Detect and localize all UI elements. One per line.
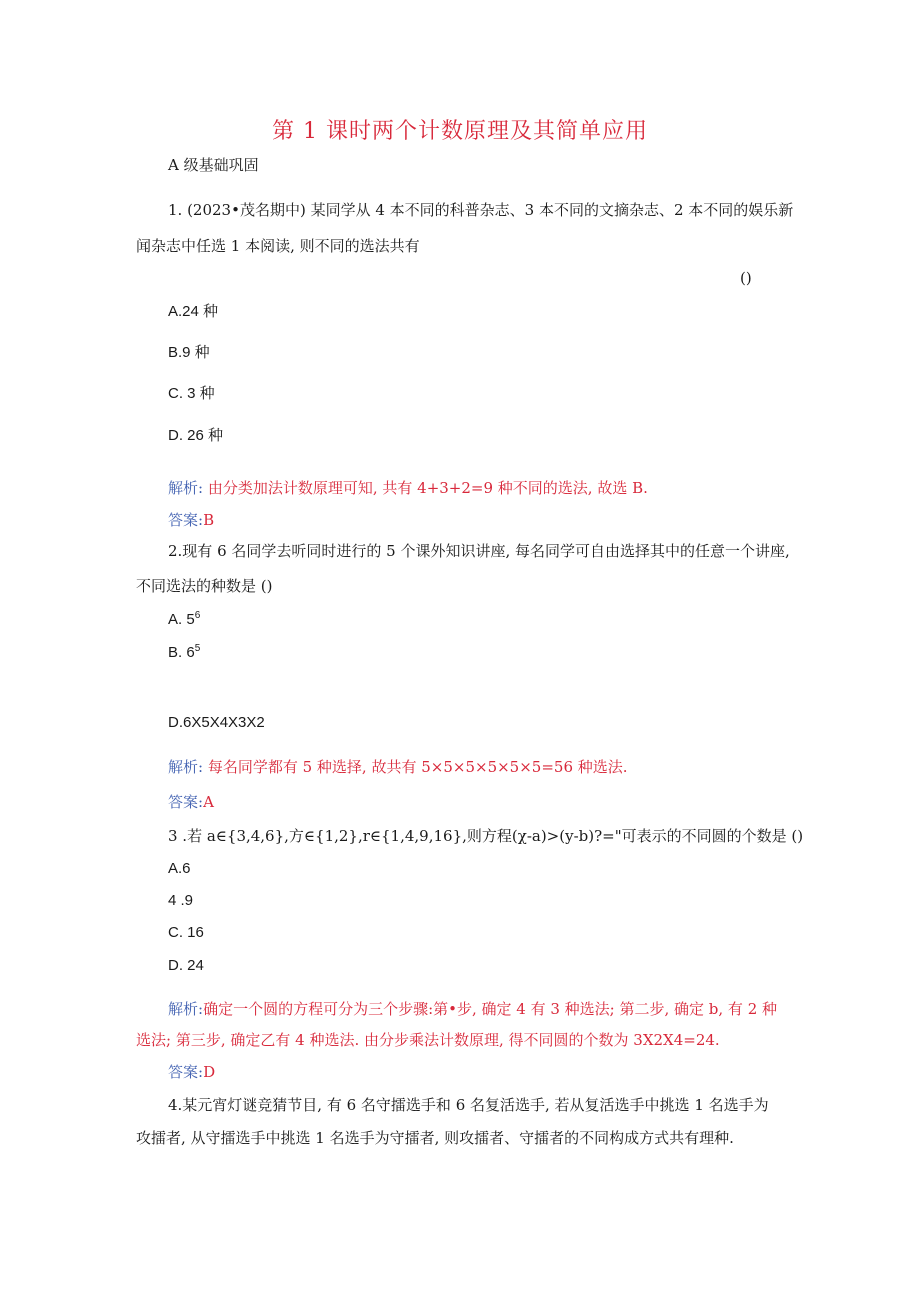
q2-option-b-exponent: 5 [194, 643, 201, 654]
q2-answer-value: A [203, 793, 214, 811]
q1-option-c: C. 3 种 [168, 385, 215, 402]
page-title: 第 1 课时两个计数原理及其简单应用 [272, 119, 648, 144]
q2-option-a [168, 610, 200, 630]
q4-text-line1: 4.某元宵灯谜竞猜节目, 有 6 名守擂选手和 6 名复活选手, 若从复活选手中挑选 1 名选手为 [168, 1096, 769, 1114]
analysis-label: 解析: [168, 479, 204, 497]
analysis-label: 解析: [168, 1000, 204, 1018]
q1-answer-blank: () [740, 269, 752, 287]
q2-option-b [168, 643, 200, 663]
q1-option-d: D. 26 种 [168, 427, 224, 444]
q1-answer-value: B [203, 511, 215, 529]
q3-option-c: C. 16 [168, 924, 204, 941]
q2-option-a-exponent: 6 [194, 610, 201, 621]
q3-option-b: 4 .9 [168, 892, 194, 909]
q3-option-d: D. 24 [168, 957, 204, 974]
q2-answer [168, 792, 214, 812]
answer-label: 答案: [168, 511, 204, 529]
q4-text-line2: 攻擂者, 从守擂选手中挑选 1 名选手为守擂者, 则攻擂者、守擂者的不同构成方式共有理种. [136, 1129, 734, 1147]
q2-option-a-base: A. 5 [168, 611, 195, 628]
q2-text-line1: 2.现有 6 名同学去听同时进行的 5 个课外知识讲座, 每名同学可自由选择其中的任意一个讲座, [168, 542, 790, 560]
q1-text-line1: 1. (2023•茂名期中) 某同学从 4 本不同的科普杂志、3 本不同的文摘杂志、2 本不同的娱乐新 [168, 201, 794, 219]
analysis-label: 解析: [168, 758, 204, 776]
q3-analysis-text-1: 确定一个圆的方程可分为三个步骤:第•步, 确定 4 有 3 种选法; 第二步, 确定 b, 有 2 种 [203, 1000, 778, 1018]
q1-answer [168, 510, 214, 530]
q2-option-d: D.6X5X4X3X2 [168, 714, 265, 731]
q3-analysis-line2: 选法; 第三步, 确定乙有 4 种选法. 由分步乘法计数原理, 得不同圆的个数为 3X2X4=24. [136, 1031, 720, 1049]
q1-analysis-text: 由分类加法计数原理可知, 共有 4+3+2=9 种不同的选法, 故选 B. [207, 479, 648, 497]
q2-analysis-text: 每名同学都有 5 种选择, 故共有 5×5×5×5×5×5=56 种选法. [207, 758, 628, 776]
q1-text-line2: 闻杂志中任选 1 本阅读, 则不同的选法共有 [136, 237, 420, 255]
answer-label: 答案: [168, 793, 204, 811]
answer-label: 答案: [168, 1063, 204, 1081]
q1-option-b: B.9 种 [168, 344, 210, 361]
q1-option-a: A.24 种 [168, 303, 219, 320]
q2-text-line2: 不同选法的种数是 () [136, 577, 273, 595]
q2-analysis [168, 757, 628, 777]
section-heading: A 级基础巩固 [168, 156, 259, 174]
q1-analysis [168, 478, 648, 498]
q2-option-b-base: B. 6 [168, 644, 195, 661]
q3-answer-value: D [203, 1063, 216, 1081]
q3-option-a: A.6 [168, 860, 191, 877]
q3-analysis-line1 [168, 999, 777, 1019]
q3-answer [168, 1062, 215, 1082]
q3-text-line1: 3 .若 a∈{3,4,6},方∈{1,2},r∈{1,4,9,16},则方程(χ-a)>(y-b)?="可表示的不同圆的个数是 () [168, 827, 804, 845]
